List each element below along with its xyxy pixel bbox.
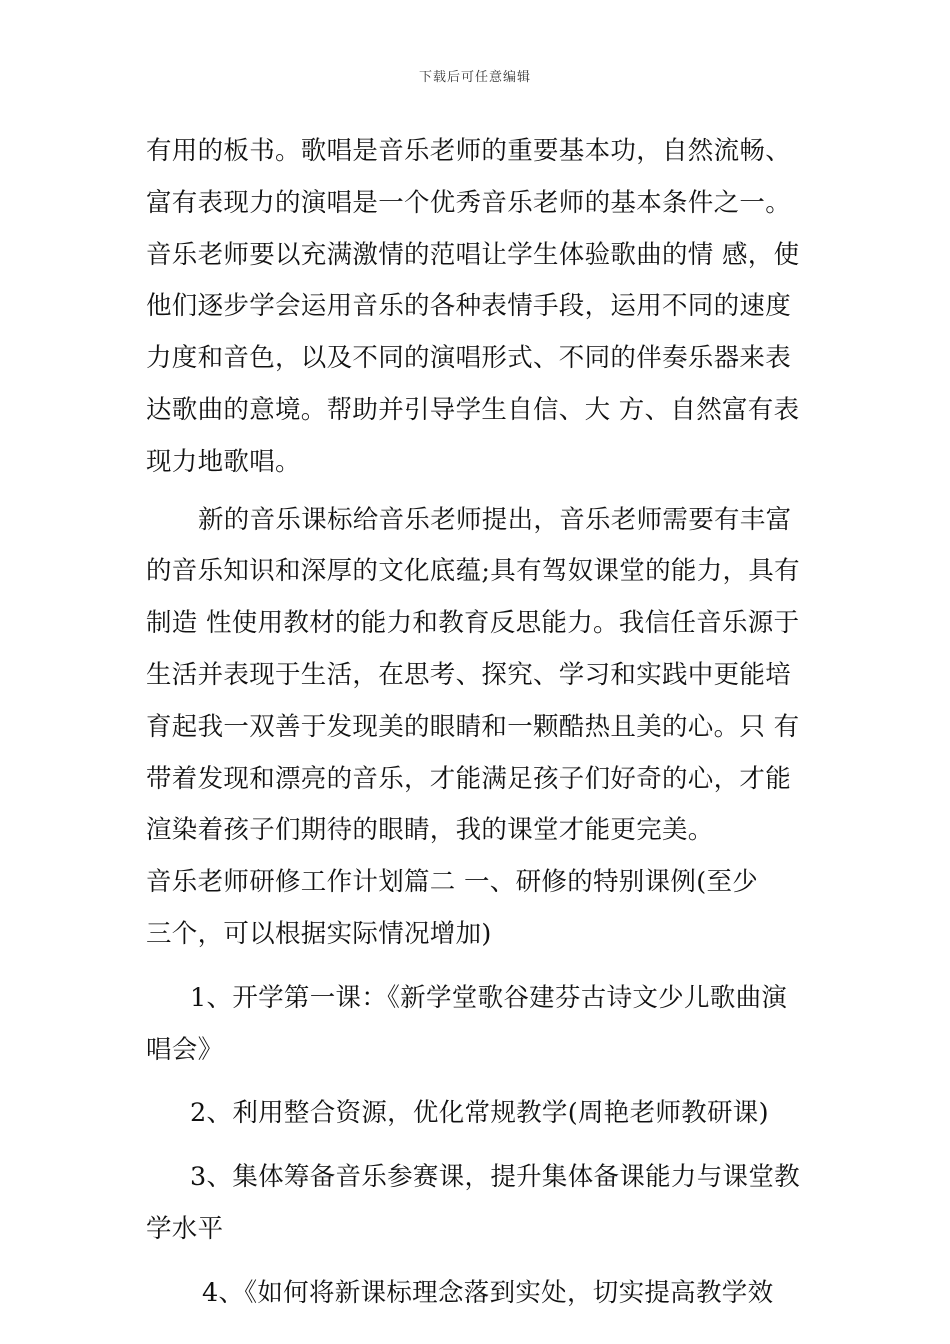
paragraph-line: 三个，可以根据实际情况增加) bbox=[146, 918, 492, 949]
list-item-continuation: 学水平 bbox=[146, 1213, 224, 1244]
paragraph-line: 育起我一双善于发现美的眼睛和一颗酷热且美的心。只 有 bbox=[146, 711, 800, 742]
list-item: 2、利用整合资源，优化常规教学(周艳老师教研课) bbox=[190, 1098, 769, 1129]
paragraph-line: 制造 性使用教材的能力和教育反思能力。我信任音乐源于 bbox=[146, 608, 800, 639]
paragraph-line: 带着发现和漂亮的音乐，才能满足孩子们好奇的心，才能 bbox=[146, 763, 792, 794]
paragraph-line: 生活并表现于生活，在思考、探究、学习和实践中更能培 bbox=[146, 659, 792, 690]
section-heading: 音乐老师研修工作计划篇二 一、研修的特别课例(至少 bbox=[146, 867, 759, 898]
paragraph-line: 音乐老师要以充满激情的范唱让学生体验歌曲的情 感，使 bbox=[146, 239, 800, 270]
paragraph-line: 的音乐知识和深厚的文化底蕴;具有驾奴课堂的能力，具有 bbox=[146, 556, 800, 587]
paragraph-line: 渲染着孩子们期待的眼睛，我的课堂才能更完美。 bbox=[146, 815, 714, 846]
list-item: 1、开学第一课：《新学堂歌谷建芬古诗文少儿歌曲演 bbox=[190, 982, 788, 1013]
paragraph-line: 新的音乐课标给音乐老师提出，音乐老师需要有丰富 bbox=[198, 504, 792, 535]
list-item: 4、《如何将新课标理念落到实处，切实提高教学效 bbox=[202, 1277, 774, 1308]
page-header: 下载后可任意编辑 bbox=[418, 70, 531, 85]
paragraph-line: 有用的板书。歌唱是音乐老师的重要基本功，自然流畅、 bbox=[146, 136, 792, 166]
paragraph-line: 他们逐步学会运用音乐的各种表情手段，运用不同的速度 bbox=[146, 291, 792, 322]
list-item-continuation: 唱会》 bbox=[146, 1034, 224, 1065]
paragraph-line: 达歌曲的意境。帮助并引导学生自信、大 方、自然富有表 bbox=[146, 394, 800, 425]
paragraph-line: 力度和音色，以及不同的演唱形式、不同的伴奏乐器来表 bbox=[146, 343, 792, 374]
list-item: 3、集体筹备音乐参赛课，提升集体备课能力与课堂教 bbox=[190, 1162, 800, 1193]
document-body bbox=[146, 126, 811, 1320]
paragraph-line: 富有表现力的演唱是一个优秀音乐老师的基本条件之一。 bbox=[146, 187, 792, 218]
paragraph-line: 现力地歌唱。 bbox=[146, 446, 301, 477]
